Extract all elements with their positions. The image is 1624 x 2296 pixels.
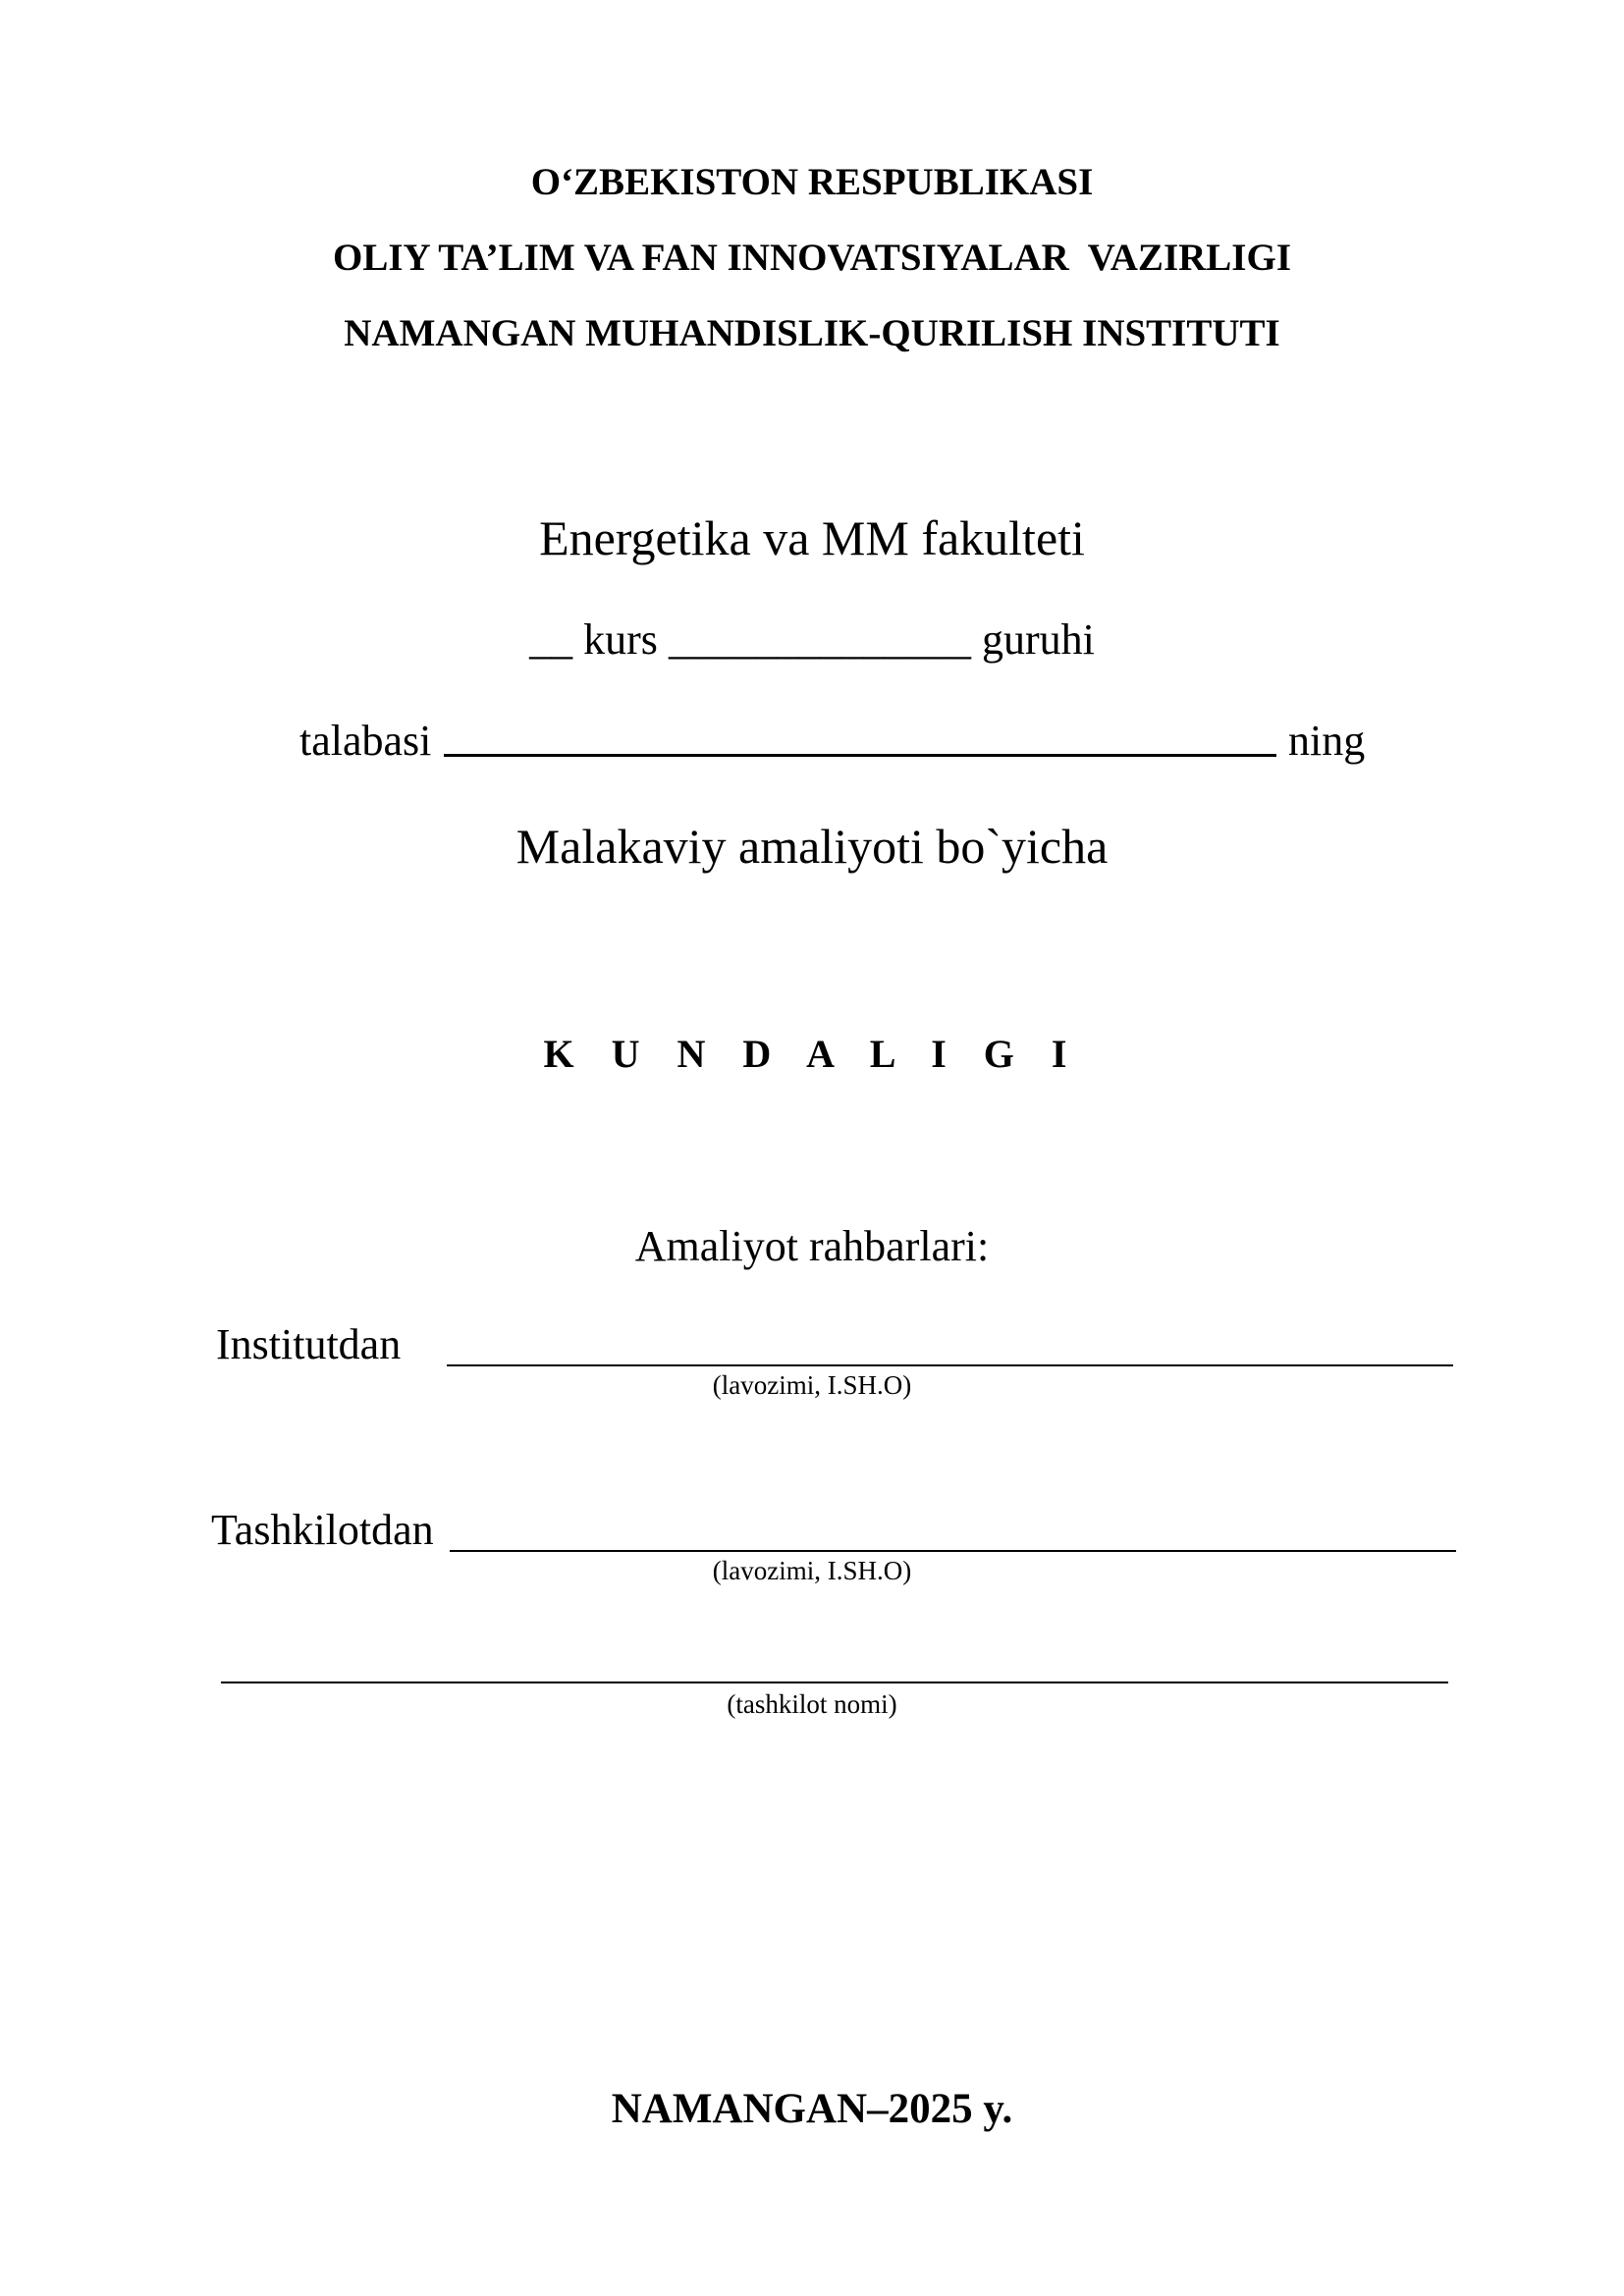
place-year-footer: NAMANGAN–2025 y. xyxy=(611,2086,1013,2132)
student-suffix: ning xyxy=(1288,717,1366,765)
header-ministry: OLIY TA’LIM VA FAN INNOVATSIYALAR VAZIRLIGI xyxy=(333,237,1291,279)
group-label: guruhi xyxy=(981,615,1095,664)
course-label: kurs xyxy=(583,615,658,664)
organization-supervisor-label: Tashkilotdan xyxy=(211,1506,434,1554)
student-name-field[interactable] xyxy=(444,754,1276,757)
institute-supervisor-caption: (lavozimi, I.SH.O) xyxy=(712,1370,912,1400)
course-group-line xyxy=(0,615,1624,664)
organization-name-field[interactable] xyxy=(221,1682,1448,1683)
organization-supervisor-field[interactable] xyxy=(450,1550,1456,1552)
institute-supervisor-field[interactable] xyxy=(447,1364,1453,1366)
header-country: O‘ZBEKISTON RESPUBLIKASI xyxy=(530,161,1094,203)
supervisors-heading: Amaliyot rahbarlari: xyxy=(634,1222,990,1270)
institute-supervisor-label: Institutdan xyxy=(216,1320,402,1368)
faculty-name: Energetika va MM fakulteti xyxy=(539,510,1085,565)
header-institute: NAMANGAN MUHANDISLIK-QURILISH INSTITUTI xyxy=(344,312,1280,354)
document-title: K U N D A L I G I xyxy=(543,1032,1081,1076)
organization-supervisor-caption: (lavozimi, I.SH.O) xyxy=(712,1556,912,1585)
student-label: talabasi xyxy=(299,717,432,765)
practice-type: Malakaviy amaliyoti bo`yicha xyxy=(515,819,1109,874)
group-blank: ______________ xyxy=(668,615,971,664)
organization-name-caption: (tashkilot nomi) xyxy=(727,1689,897,1719)
course-blank: __ xyxy=(529,615,573,664)
